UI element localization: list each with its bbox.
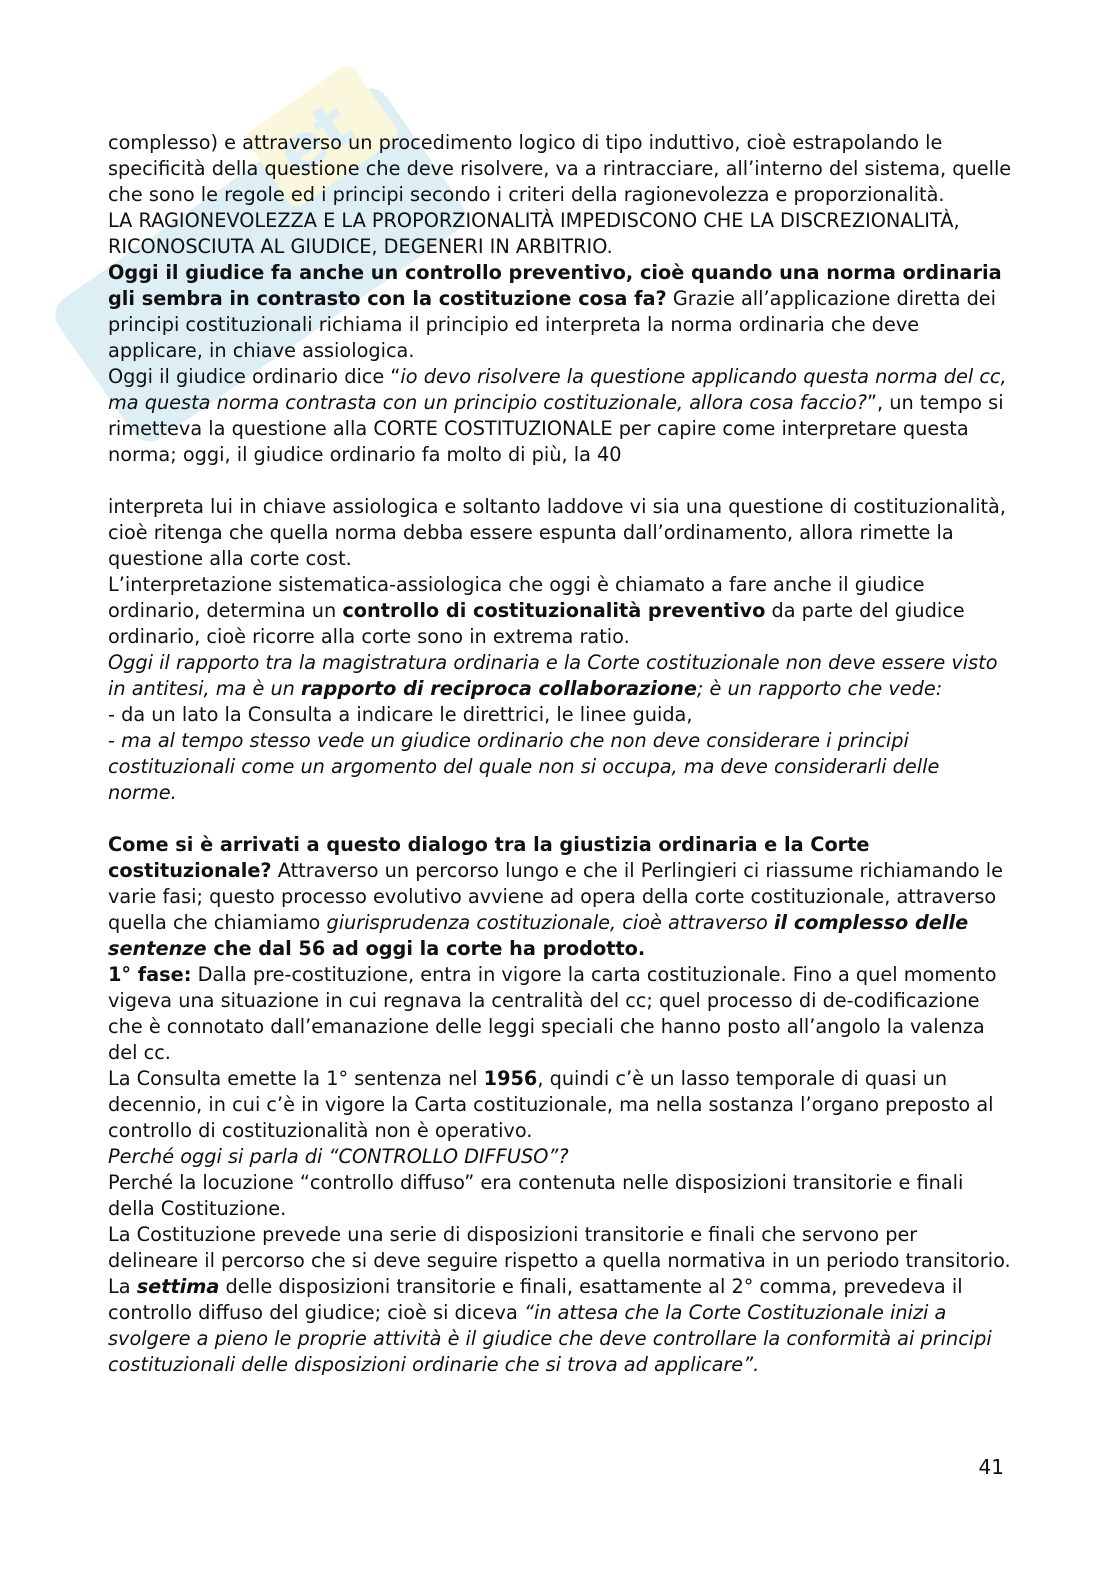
paragraph-13: Perché oggi si parla di “CONTROLLO DIFFUSO”? — [108, 1145, 569, 1168]
document-body — [108, 130, 1013, 1378]
paragraph-2: LA RAGIONEVOLEZZA E LA PROPORZIONALITÀ IMPEDISCONO CHE LA DISCREZIONALITÀ, RICONOSCIUTA AL GIUDICE, DEGENERI IN ARBITRIO. — [108, 209, 960, 258]
paragraph-1: complesso) e attraverso un procedimento logico di tipo induttivo, cioè estrapolando le specificità della questione che deve risolvere, va a rintracciare, all’interno del sistema, quelle che sono le regole ed i principi secondo i criteri della ragionevolezza e proporzionalità. — [108, 131, 1012, 206]
paragraph-4: Oggi il giudice ordinario dice “io devo risolvere la questione applicando questa norma del cc, ma questa norma contrasta con un principio costituzionale, allora cosa faccio?”, un tempo si rimetteva la questione alla CORTE COSTITUZIONALE per capire come interpretare questa norma; oggi, il giudice ordinario fa molto di più, la 40 — [108, 365, 1007, 466]
paragraph-7: Oggi il rapporto tra la magistratura ordinaria e la Corte costituzionale non deve essere visto in antitesi, ma è un rapporto di reciproca collaborazione; è un rapporto che vede: — [108, 651, 998, 700]
paragraph-5: interpreta lui in chiave assiologica e soltanto laddove vi sia una questione di costituzionalità, cioè ritenga che quella norma debba essere espunta dall’ordinamento, allora rimette la questione alla corte cost. — [108, 495, 1006, 570]
paragraph-10: Come si è arrivati a questo dialogo tra la giustizia ordinaria e la Corte costituzionale? Attraverso un percorso lungo e che il Perlingieri ci riassume richiamando le varie fasi; questo processo evolutivo avviene ad opera della corte costituzionale, attraverso quella che chiamiamo giurisprudenza costituzionale, cioè attraverso il complesso delle sentenze che dal 56 ad oggi la corte ha prodotto. — [108, 833, 1003, 960]
paragraph-6: L’interpretazione sistematica-assiologica che oggi è chiamato a fare anche il giudice ordinario, determina un controllo di costituzionalità preventivo da parte del giudice ordinario, cioè ricorre alla corte sono in extrema ratio. — [108, 573, 965, 648]
paragraph-11: 1° fase: Dalla pre-costituzione, entra in vigore la carta costituzionale. Fino a quel momento vigeva una situazione in cui regnava la centralità del cc; quel processo di de-codificazione che è connotato dall’emanazione delle leggi speciali che hanno posto all’angolo la valenza del cc. — [108, 963, 997, 1064]
paragraph-14: Perché la locuzione “controllo diffuso” era contenuta nelle disposizioni transitorie e finali della Costituzione. — [108, 1171, 964, 1220]
paragraph-3: Oggi il giudice fa anche un controllo preventivo, cioè quando una norma ordinaria gli sembra in contrasto con la costituzione cosa fa? Grazie all’applicazione diretta dei principi costituzionali richiama il principio ed interpreta la norma ordinaria che deve applicare, in chiave assiologica. — [108, 261, 1002, 362]
page-number: 41 — [978, 1455, 1004, 1479]
paragraph-9: - ma al tempo stesso vede un giudice ordinario che non deve considerare i principi costituzionali come un argomento del quale non si occupa, ma deve considerarli delle norme. — [108, 729, 940, 804]
watermark-text: et — [263, 88, 367, 192]
paragraph-8: - da un lato la Consulta a indicare le direttrici, le linee guida, — [108, 703, 693, 726]
paragraph-16: La settima delle disposizioni transitorie e finali, esattamente al 2° comma, prevedeva il controllo diffuso del giudice; cioè si diceva “in attesa che la Corte Costituzionale inizi a svolgere a pieno le proprie attività è il giudice che deve controllare la conformità ai principi costituzionali delle disposizioni ordinarie che si trova ad applicare”. — [108, 1275, 992, 1376]
paragraph-15: La Costituzione prevede una serie di disposizioni transitorie e finali che servono per delineare il percorso che si deve seguire rispetto a quella normativa in un periodo transitorio. — [108, 1223, 1011, 1272]
paragraph-12: La Consulta emette la 1° sentenza nel 1956, quindi c’è un lasso temporale di quasi un decennio, in cui c’è in vigore la Carta costituzionale, ma nella sostanza l’organo preposto al controllo di costituzionalità non è operativo. — [108, 1067, 994, 1142]
